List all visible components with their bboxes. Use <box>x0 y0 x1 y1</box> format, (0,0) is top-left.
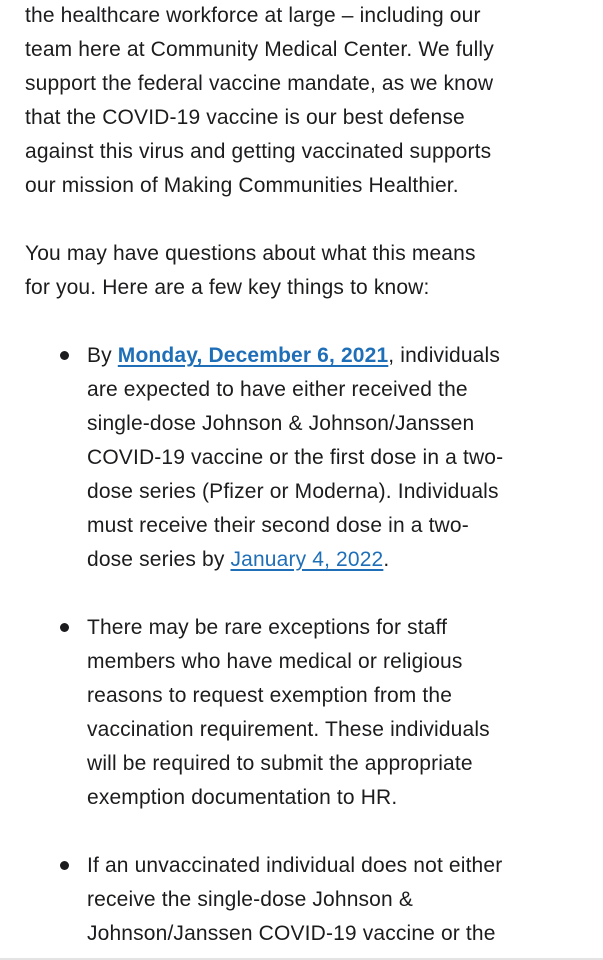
bullet-item-unvaccinated <box>87 849 597 951</box>
date-link-december-6[interactable]: Monday, December 6, 2021 <box>117 344 389 367</box>
text-line: You may have questions about what this means <box>25 242 476 265</box>
bullet-dot <box>60 351 69 360</box>
text-line: team here at Community Medical Center. We fully <box>25 38 494 61</box>
text-line: for you. Here are a few key things to know: <box>25 276 430 299</box>
text-fragment: By <box>87 344 118 367</box>
text-line: must receive their second dose in a two- <box>87 514 469 537</box>
text-line: vaccination requirement. These individuals <box>87 718 490 741</box>
text-line: support the federal vaccine mandate, as we know <box>25 72 494 95</box>
text-line <box>87 339 597 373</box>
text-line: that the COVID-19 vaccine is our best defense <box>25 106 465 129</box>
bullet-dot <box>60 623 69 632</box>
bullet-item-exemptions <box>87 611 597 815</box>
text-fragment: . <box>383 548 390 571</box>
text-line: dose series (Pfizer or Moderna). Individuals <box>87 480 499 503</box>
date-link-january-4[interactable]: January 4, 2022 <box>230 548 384 571</box>
text-fragment: dose series by <box>87 548 231 571</box>
text-fragment: , individuals <box>388 344 500 367</box>
bullet-item-deadline <box>87 339 597 577</box>
text-line: will be required to submit the appropriate <box>87 752 473 775</box>
text-line: single-dose Johnson & Johnson/Janssen <box>87 412 475 435</box>
text-line: against this virus and getting vaccinated supports <box>25 140 492 163</box>
text-line: Johnson/Janssen COVID-19 vaccine or the <box>87 922 496 945</box>
text-line: reasons to request exemption from the <box>87 684 453 707</box>
bullet-dot <box>60 861 69 870</box>
text-line: the healthcare workforce at large – including our <box>25 4 481 27</box>
text-line: exemption documentation to HR. <box>87 786 398 809</box>
paragraph-questions-intro <box>25 237 585 305</box>
text-line <box>87 543 597 577</box>
text-line: COVID-19 vaccine or the first dose in a two- <box>87 446 504 469</box>
text-line: receive the single-dose Johnson & <box>87 888 413 911</box>
paragraph-mandate-support <box>25 0 585 203</box>
text-line: There may be rare exceptions for staff <box>87 616 448 639</box>
text-line: members who have medical or religious <box>87 650 463 673</box>
text-line: If an unvaccinated individual does not either <box>87 854 503 877</box>
text-line: our mission of Making Communities Healthier. <box>25 174 459 197</box>
text-line: are expected to have either received the <box>87 378 468 401</box>
